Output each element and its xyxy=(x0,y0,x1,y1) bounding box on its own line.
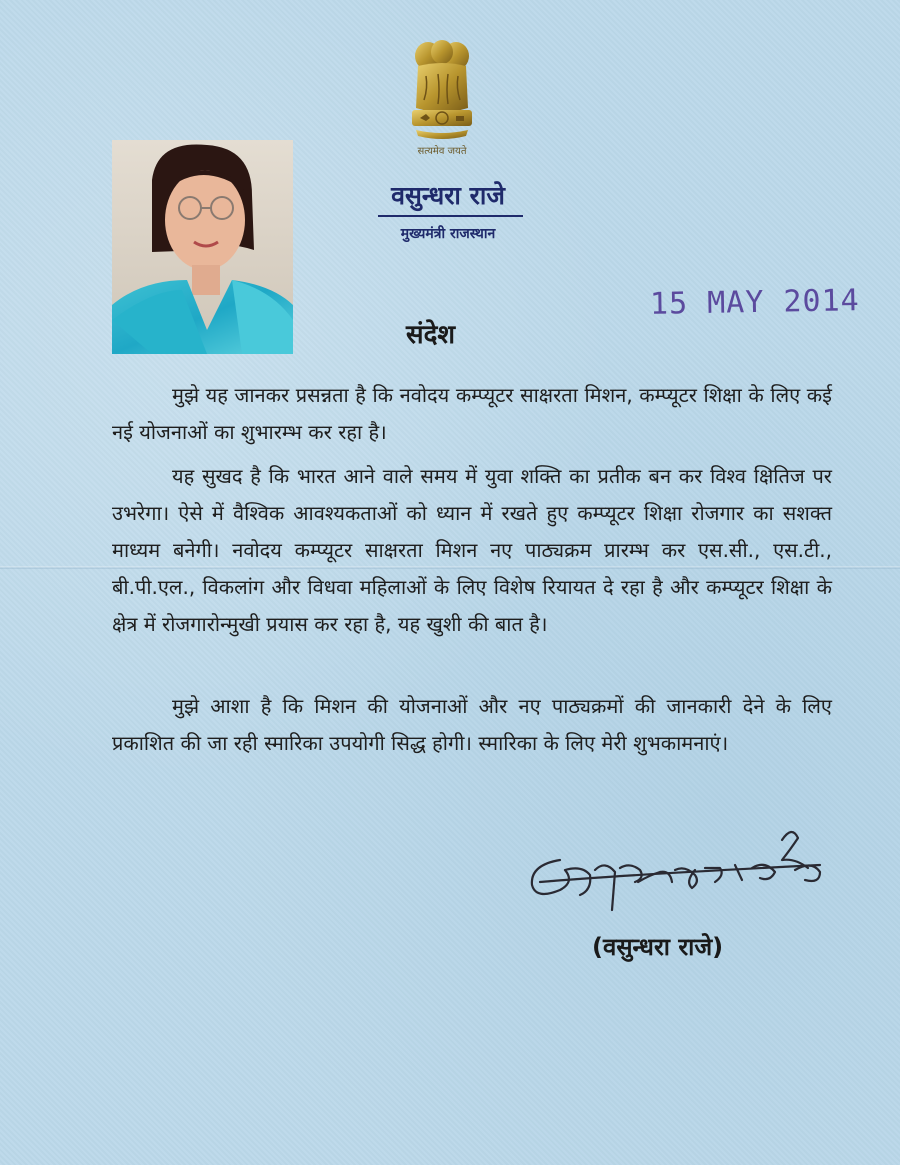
paragraph-2-text: यह सुखद है कि भारत आने वाले समय में युवा शक्ति का प्रतीक बन कर विश्व क्षितिज पर उभरेगा। ऐसे में वैश्विक आवश्यकताओं को ध्यान में रखते हुए कम्प्यूटर शिक्षा रोजगार का सशक्त माध्यम बनेगी। नवोदय कम्प्यूटर साक्षरता मिशन नए पाठ्यक्रम प्रारम्भ कर एस.सी., एस.टी., बी.पी.एल., विकलांग और विधवा महिलाओं के लिए विशेष रियायत दे रहा है और कम्प्यूटर शिक्षा के क्षेत्र में रोजगारोन्मुखी प्रयास कर रहा है, यह खुशी की बात है। xyxy=(112,464,832,636)
letterhead-designation: मुख्यमंत्री राजस्थान xyxy=(400,226,496,242)
paragraph-3-text: मुझे आशा है कि मिशन की योजनाओं और नए पाठ्यक्रमों की जानकारी देने के लिए प्रकाशित की जा रही स्मारिका उपयोगी सिद्ध होगी। स्मारिका के लिए मेरी शुभकामनाएं। xyxy=(112,694,832,755)
message-heading: संदेश xyxy=(406,320,456,350)
portrait-photo xyxy=(112,140,293,354)
handwritten-signature xyxy=(520,820,840,920)
signatory-name: (वसुन्धरा राजे) xyxy=(592,933,724,961)
letterhead-divider xyxy=(378,215,523,217)
message-paragraph-2 xyxy=(112,458,832,643)
date-stamp: 15 MAY 2014 xyxy=(649,283,860,322)
letterhead-name: वसुन्धरा राजे xyxy=(391,181,505,210)
message-paragraph-1 xyxy=(112,377,832,451)
message-paragraph-3 xyxy=(112,688,832,762)
emblem-motto: सत्यमेव जयते xyxy=(417,146,467,157)
paragraph-1-text: मुझे यह जानकर प्रसन्नता है कि नवोदय कम्प्यूटर साक्षरता मिशन, कम्प्यूटर शिक्षा के लिए कई नई योजनाओं का शुभारम्भ कर रहा है। xyxy=(112,383,832,444)
